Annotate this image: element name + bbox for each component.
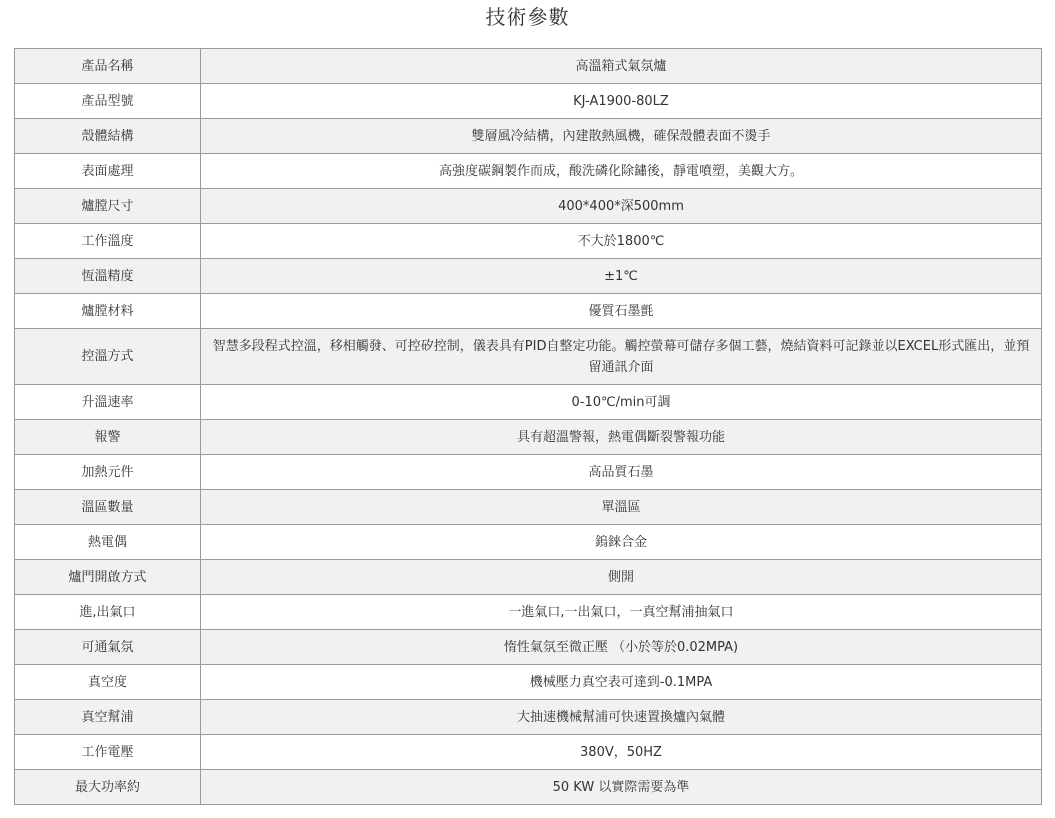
row-value: 具有超溫警報，熱電偶斷裂警報功能 — [201, 420, 1042, 455]
table-row — [15, 154, 1042, 189]
row-label: 加熱元件 — [15, 455, 201, 490]
row-value: 機械壓力真空表可達到-0.1MPA — [201, 665, 1042, 700]
spec-table — [14, 48, 1042, 805]
row-value: 側開 — [201, 560, 1042, 595]
row-label: 爐膛材料 — [15, 294, 201, 329]
row-value: 鎢錸合金 — [201, 525, 1042, 560]
table-row — [15, 294, 1042, 329]
row-value: 單溫區 — [201, 490, 1042, 525]
row-value: 高品質石墨 — [201, 455, 1042, 490]
row-label: 爐膛尺寸 — [15, 189, 201, 224]
table-row — [15, 490, 1042, 525]
row-label: 報警 — [15, 420, 201, 455]
row-label: 真空幫浦 — [15, 700, 201, 735]
row-label: 溫區數量 — [15, 490, 201, 525]
row-label: 恆溫精度 — [15, 259, 201, 294]
table-row — [15, 630, 1042, 665]
row-label: 爐門開啟方式 — [15, 560, 201, 595]
page-title: 技術參數 — [485, 5, 570, 29]
table-row — [15, 595, 1042, 630]
table-row — [15, 665, 1042, 700]
table-row — [15, 224, 1042, 259]
table-row — [15, 770, 1042, 805]
row-label: 殼體結構 — [15, 119, 201, 154]
row-value: ±1℃ — [201, 259, 1042, 294]
spec-table-body — [15, 49, 1042, 805]
table-row — [15, 700, 1042, 735]
row-value: 優質石墨氈 — [201, 294, 1042, 329]
row-value: 0-10℃/min可調 — [201, 385, 1042, 420]
table-row — [15, 329, 1042, 385]
row-value: 雙層風冷結構，內建散熱風機，確保殼體表面不燙手 — [201, 119, 1042, 154]
table-row — [15, 560, 1042, 595]
row-value: 高強度碳鋼製作而成，酸洗磷化除鏽後，靜電噴塑，美觀大方。 — [201, 154, 1042, 189]
row-label: 表面處理 — [15, 154, 201, 189]
row-label: 控溫方式 — [15, 329, 201, 385]
row-label: 工作溫度 — [15, 224, 201, 259]
row-label: 產品名稱 — [15, 49, 201, 84]
row-value: 智慧多段程式控溫，移相觸發、可控矽控制，儀表具有PID自整定功能。觸控螢幕可儲存多個工藝，燒結資料可記錄並以EXCEL形式匯出，並預留通訊介面 — [201, 329, 1042, 385]
row-label: 最大功率約 — [15, 770, 201, 805]
table-row — [15, 84, 1042, 119]
row-value: 400*400*深500mm — [201, 189, 1042, 224]
table-row — [15, 49, 1042, 84]
row-value: 50 KW 以實際需要為準 — [201, 770, 1042, 805]
row-value: 惰性氣氛至微正壓 （小於等於0.02MPA) — [201, 630, 1042, 665]
row-label: 產品型號 — [15, 84, 201, 119]
table-row — [15, 735, 1042, 770]
table-row — [15, 385, 1042, 420]
row-label: 工作電壓 — [15, 735, 201, 770]
table-row — [15, 119, 1042, 154]
row-value: KJ-A1900-80LZ — [201, 84, 1042, 119]
row-value: 380V，50HZ — [201, 735, 1042, 770]
row-label: 真空度 — [15, 665, 201, 700]
row-label: 升溫速率 — [15, 385, 201, 420]
table-row — [15, 259, 1042, 294]
table-row — [15, 525, 1042, 560]
row-value: 不大於1800℃ — [201, 224, 1042, 259]
row-value: 高溫箱式氣氛爐 — [201, 49, 1042, 84]
table-row — [15, 455, 1042, 490]
row-value: 大抽速機械幫浦可快速置換爐內氣體 — [201, 700, 1042, 735]
table-row — [15, 420, 1042, 455]
row-label: 熱電偶 — [15, 525, 201, 560]
row-value: 一進氣口,一出氣口，一真空幫浦抽氣口 — [201, 595, 1042, 630]
row-label: 進,出氣口 — [15, 595, 201, 630]
row-label: 可通氣氛 — [15, 630, 201, 665]
table-row — [15, 189, 1042, 224]
